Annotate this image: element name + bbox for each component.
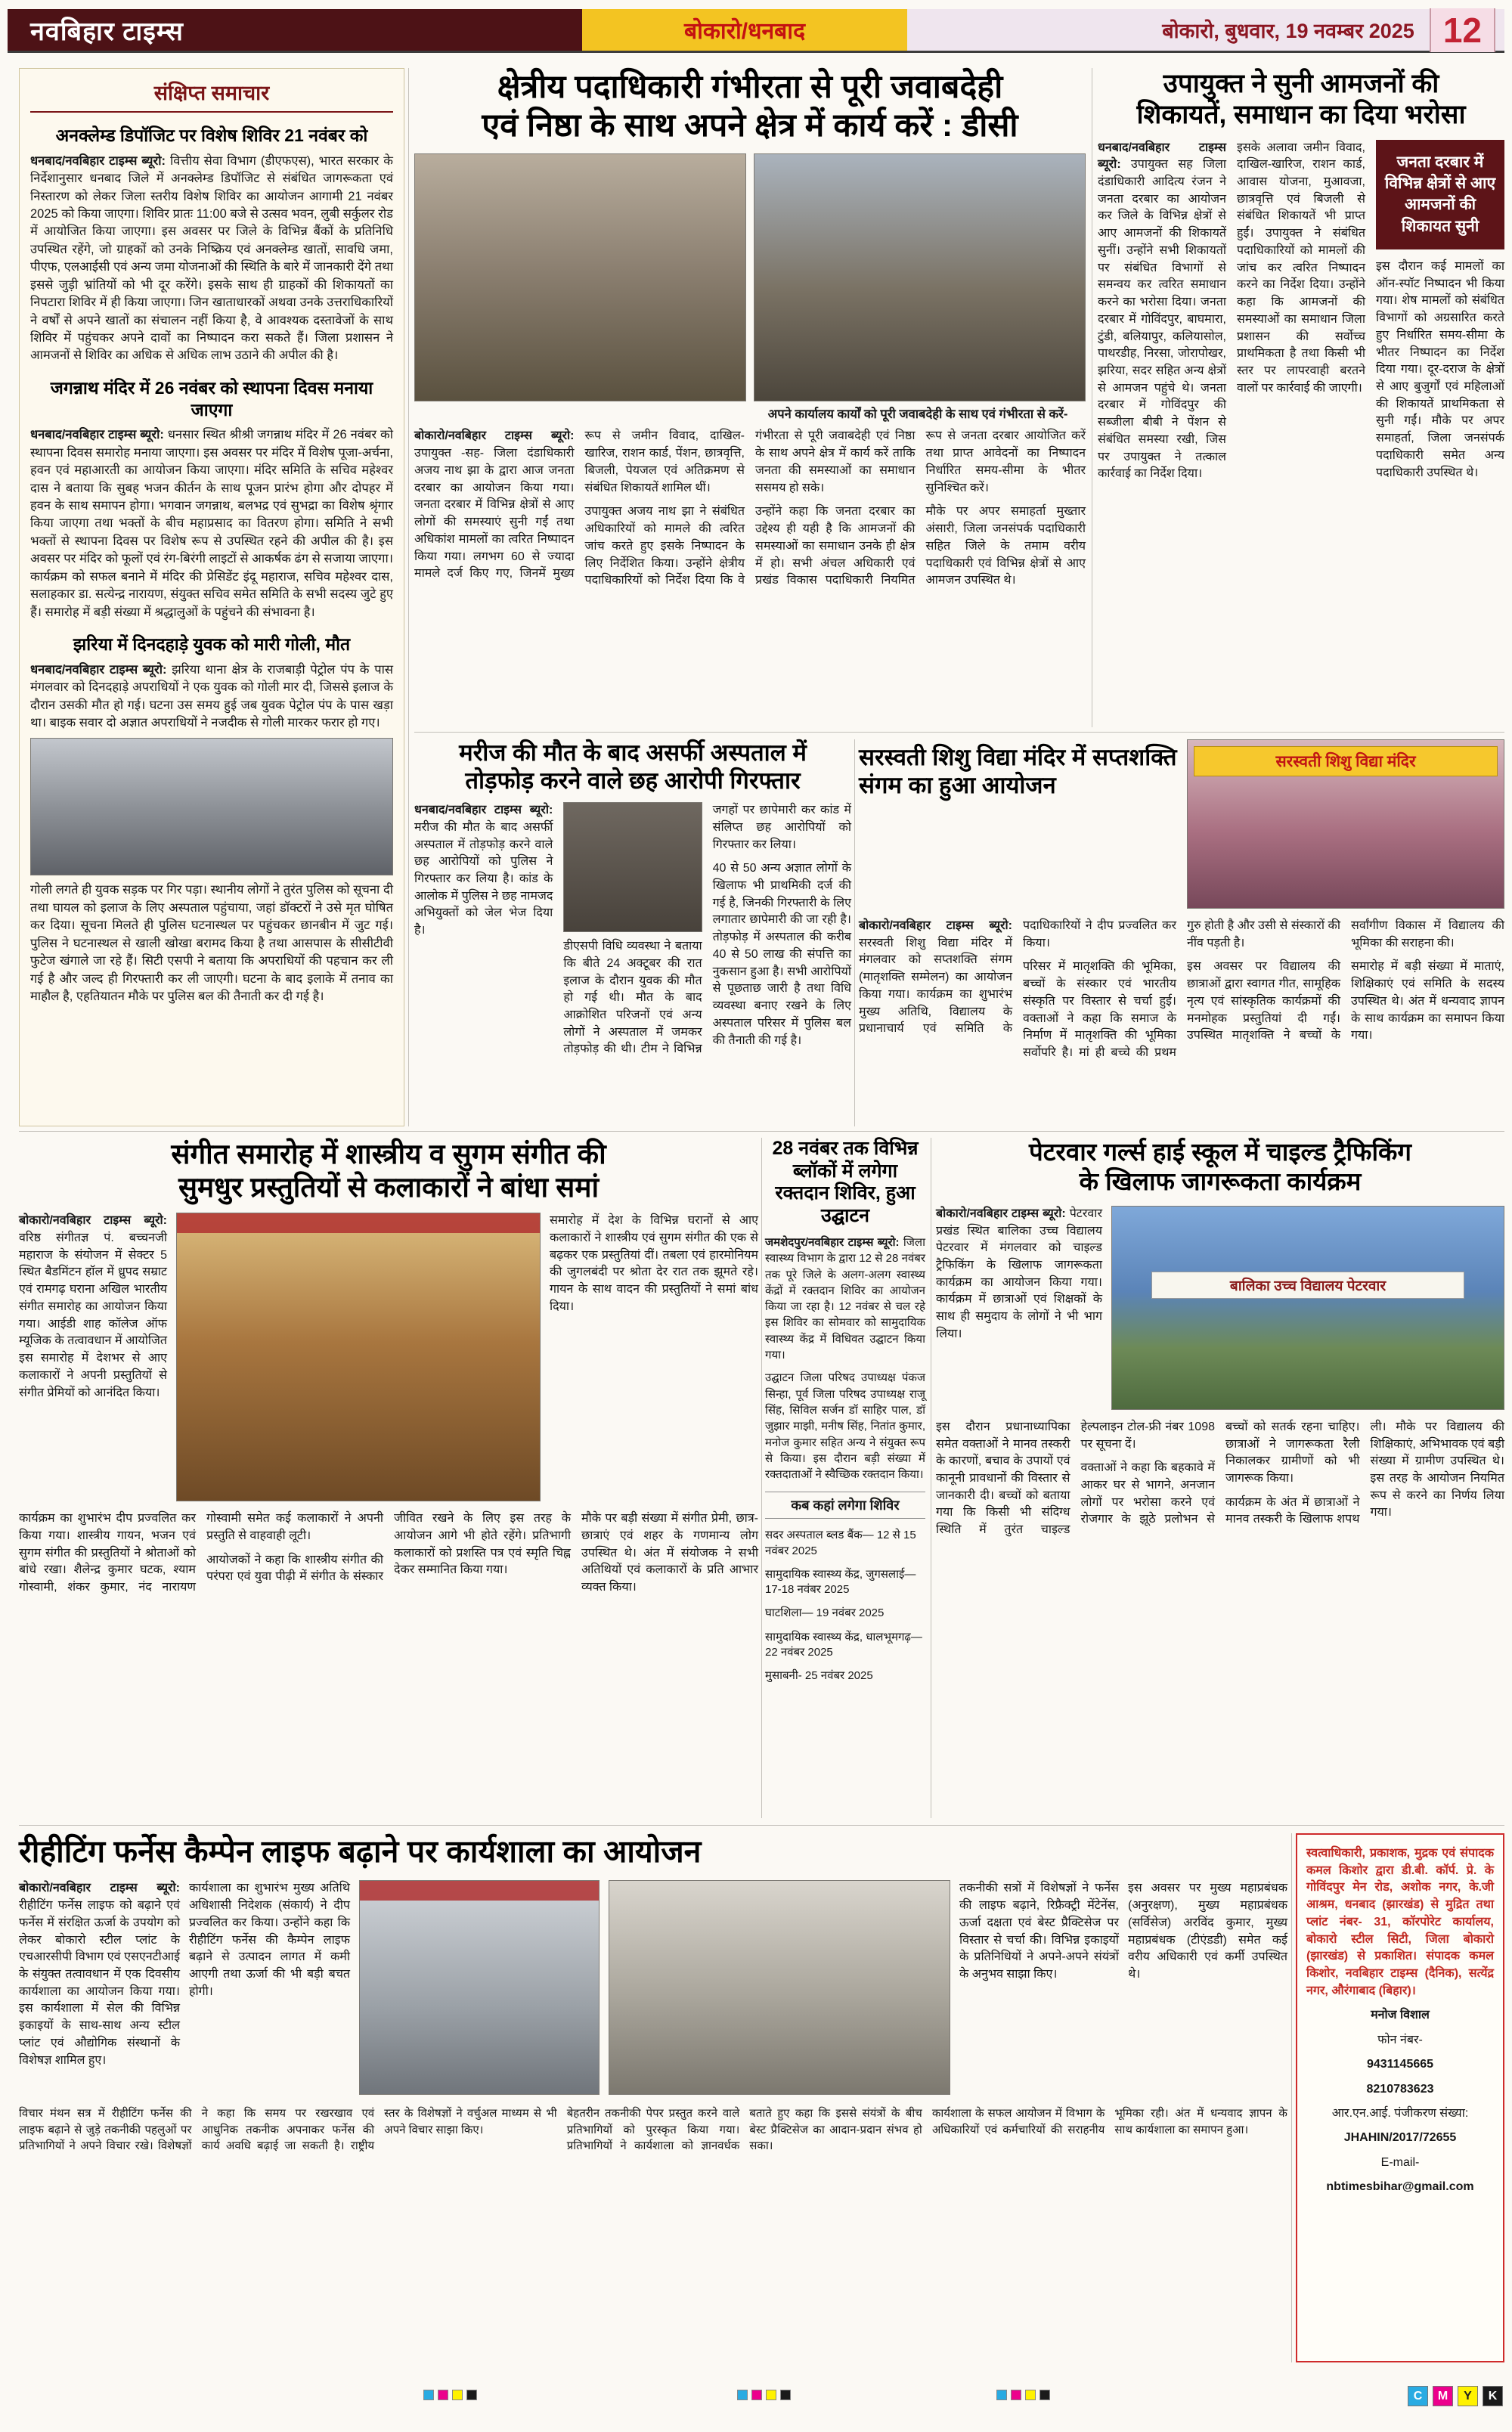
trafficking-bottom-body: [936, 1419, 1504, 1539]
trafficking-paragraph: कार्यक्रम के अंत में छात्राओं ने मानव तस्करी के खिलाफ शपथ ली। मौके पर विद्यालय की शिक्षिकाएं, अभिभावक एवं बड़ी संख्या में ग्रामीण उपस्थित थे। इस तरह के आयोजन नियमित रूप से करने का निर्णय लिया गया।: [1225, 1420, 1504, 1526]
lead-paragraph: उपायुक्त अजय नाथ झा ने संबंधित अधिकारियों को मामले की त्वरित जांच करते हुए इसके निष्पादन के लिए निर्देशित किया। उन्होंने क्षेत्रीय पदाधिकारियों को निर्देश दिया कि वे गंभीरता से पूरी जवाबदेही एवं निष्ठा के साथ अपने क्षेत्र में कार्य करें ताकि जनता की समस्याओं का समाधान ससमय हो सके।: [584, 429, 916, 587]
article-blood-donation: [765, 1138, 925, 1818]
complaints-text: उपायुक्त सह जिला दंडाधिकारी आदित्य रंजन ने जनता दरबार का आयोजन कर जिले के विभिन्न क्षेत्रों से आए आमजनों की शिकायतें सुनीं। उन्होंने सभी शिकायतों पर संबंधित विभागों से समन्वय कर त्वरित समाधान करने का भरोसा दिया। जनता दरबार में गोविंदपुर, बाघमारा, टुंडी, बलियापुर, कलियासोल, पाथरडीह, निरसा, जोरापोखर, झरिया, सदर सहित अन्य क्षेत्रों से आमजन पहुंचे थे। जनता दरबार में गोविंदपुर की सब्जीला बीबी ने पेंशन से संबंधित समस्या रखी, जिस पर उपायुक्त ने तत्काल कार्रवाई का निर्देश दिया।: [1098, 158, 1227, 481]
brief-body: [30, 426, 393, 621]
reg-square-black: [466, 2390, 477, 2400]
reg-square-yellow: [1025, 2390, 1036, 2400]
photo-workshop-hall: [609, 1880, 950, 2095]
saraswati-paragraph: परिसर में मातृशक्ति की भूमिका, बच्चों के संस्कार एवं भारतीय संस्कृति पर विस्तार से चर्चा हुई। वक्ताओं ने कहा कि समाज के निर्माण में मातृशक्ति की भूमिका सर्वोपरि है। मां ही बच्चे की प्रथम गुरु होती है और उसी से संस्कारों की नींव पड़ती है।: [1023, 919, 1340, 1060]
photo-arrested-accused: [563, 802, 702, 932]
complaints-body: [1098, 140, 1504, 483]
brief-text: झरिया थाना क्षेत्र के राजबाड़ी पेट्रोल पंप के पास मंगलवार को दिनदहाड़े अपराधियों ने एक युवक को गोली मार दी, जिससे इलाज के दौरान उसकी मौत हो गई। घटना उस समय हुई जब युवक पेट्रोल पंप के पास खड़ा था। बाइक सवार दो अज्ञात अपराधियों ने नजदीक से गोली मारकर फरार हो गए।: [30, 662, 393, 730]
imprint-email-label: E-mail-: [1380, 2155, 1420, 2169]
saraswati-headline-box: [859, 739, 1178, 909]
blood-schedule-item: सामुदायिक स्वास्थ्य केंद्र, जुगसलाई— 17-18 नवंबर 2025: [765, 1567, 916, 1597]
article-lead-janata-darbar: [414, 68, 1086, 727]
trafficking-headline-line1: पेटरवार गर्ल्स हाई स्कूल में चाइल्ड ट्रैफिकिंग: [1029, 1138, 1411, 1166]
hospital-byline: धनबाद/नवबिहार टाइम्स ब्यूरो:: [414, 804, 553, 817]
music-headline-line2: सुमधुर प्रस्तुतियों से कलाकारों ने बांधा समां: [178, 1171, 600, 1203]
blood-paragraph: उद्घाटन जिला परिषद उपाध्यक्ष पंकज सिन्हा, पूर्व जिला परिषद उपाध्यक्ष राजू सिंह, सिविल सर्जन डॉ साहिर पाल, डॉ जुझार माझी, मनीष सिंह, नितांत कुमार, मनोज कुमार सहित अन्य ने संयुक्त रूप से किया। इस दौरान बड़ी संख्या में रक्तदाताओं ने स्वैच्छिक रक्तदान किया।: [765, 1371, 925, 1482]
lead-byline: बोकारो/नवबिहार टाइम्स ब्यूरो:: [414, 429, 575, 443]
reg-square-magenta: [751, 2390, 762, 2400]
imprint-phone-1: 9431145665: [1366, 2058, 1434, 2071]
registration-marks: [423, 2390, 477, 2400]
furnace-bottom-body: [19, 2105, 1287, 2154]
brief-story: [30, 377, 393, 621]
blood-body: [765, 1235, 925, 1482]
complaints-headline-line2: शिकायतें, समाधान का दिया भरोसा: [1136, 100, 1466, 130]
print-color-chip-black: K: [1483, 2386, 1503, 2406]
complaints-headline-line1: उपायुक्त ने सुनी आमजनों की: [1163, 69, 1439, 98]
masthead: नवबिहार टाइम्स: [8, 9, 582, 51]
hospital-paragraph: 40 से 50 अन्य अज्ञात लोगों के खिलाफ भी प्राथमिकी दर्ज की गई है, जिनकी गिरफ्तारी के लिए लगातार छापेमारी की जा रही है। तोड़फोड़ में अस्पताल की करीब 40 से 50 लाख की संपत्ति का नुकसान हुआ है। सभी आरोपियों से पूछताछ जारी है तथा विधि व्यवस्था बनाए रखने के लिए अस्पताल परिसर में पुलिस बल की तैनाती की गई है।: [712, 862, 851, 1047]
complaints-text: इस दौरान कई मामलों का ऑन-स्पॉट निष्पादन भी किया गया। शेष मामलों को संबंधित विभागों को अग्रसारित करते हुए निर्धारित समय-सीमा के भीतर निष्पादन का निर्देश दिया गया। दूर-दराज के क्षेत्रों से आए बुजुर्गों एवं महिलाओं की शिकायतें प्राथमिकता से सुनी गईं। मौके पर अपर समाहर्ता, जिला जनसंपर्क पदाधिकारी समेत अन्य पदाधिकारी उपस्थित थे।: [1376, 259, 1504, 479]
brief-byline: धनबाद/नवबिहार टाइम्स ब्यूरो:: [30, 153, 166, 168]
brief-byline: धनबाद/नवबिहार टाइम्स ब्यूरो:: [30, 662, 167, 677]
brief-text: वित्तीय सेवा विभाग (डीएफएस), भारत सरकार के निर्देशानुसार धनबाद जिले में अनक्लेम्ड डिपॉजिट से संबंधित जागरूकता एवं निस्तारण को लेकर जिला स्तरीय विशेष शिविर का आयोजन आगामी 21 नवंबर 2025 को किया जाएगा। शिविर प्रातः 11:00 बजे से उत्सव भवन, लुबी सर्कुलर रोड में आयोजित किया जाएगा। इस अवसर पर जिले के विभिन्न बैंकों के प्रतिनिधि उपस्थित रहेंगे, जो ग्राहकों को उनके निष्क्रिय एवं अनक्लेम्ड खातों, सावधि जमा, पीएफ, एलआईसी एवं अन्य जमा योजनाओं की स्थिति के बारे में जानकारी देंगे तथा इससे जुड़ी भ्रांतियों को भी दूर करेंगे। इसके साथ ही ग्राहकों की शिकायतों का निपटारा शिविर में ही किया जाएगा। जिन खाताधारकों अथवा उनके उत्तराधिकारियों ने वर्षों से अपने खातों का संचालन नहीं किया है, वे आवश्यक दस्तावेजों के साथ शिविर में पहुंचकर अपने दावों का निष्पादन करा सकते हैं। जिला प्रशासन ने आमजनों से शिविर का अधिक से अधिक लाभ उठाने की अपील की है।: [30, 153, 393, 363]
dateline: बोकारो, बुधवार, 19 नवम्बर 2025: [1162, 20, 1414, 42]
blood-schedule-item: मुसाबनी- 25 नवंबर 2025: [765, 1669, 873, 1683]
reg-square-yellow: [766, 2390, 776, 2400]
music-bottom-body: [19, 1510, 758, 1597]
photo-janata-darbar-1: [414, 153, 746, 401]
article-hospital-arrests: [414, 739, 851, 1126]
article-saptashakti-sangam: [859, 739, 1504, 1126]
furnace-byline: बोकारो/नवबिहार टाइम्स ब्यूरो:: [19, 1882, 180, 1895]
furnace-col3: तकनीकी सत्रों में विशेषज्ञों ने फर्नेस की लाइफ बढ़ाने, रिफ्रैक्ट्री मेंटेनेंस, ऊर्जा दक्षता एवं बेस्ट प्रैक्टिसेज पर विस्तार से चर्चा की। विभिन्न इकाइयों के प्रतिनिधियों ने अपने-अपने संयंत्रों के अनुभव साझा किए।: [959, 1882, 1119, 1981]
page-header: [8, 9, 1504, 53]
article-child-trafficking-awareness: [936, 1138, 1504, 1818]
registration-marks: [737, 2390, 791, 2400]
hospital-paragraph: [414, 802, 553, 940]
trafficking-text: पेटरवार प्रखंड स्थित बालिका उच्च विद्यालय पेटरवार में मंगलवार को चाइल्ड ट्रैफिकिंग के खिलाफ जागरूकता कार्यक्रम का आयोजन किया गया। कार्यक्रम में छात्राओं एवं शिक्षकों के साथ ही समुदाय के लोगों ने भी भाग लिया।: [936, 1207, 1102, 1340]
music-left-column: [19, 1213, 167, 1501]
reg-square-cyan: [996, 2390, 1007, 2400]
lead-paragraph: उन्होंने कहा कि जनता दरबार का उद्देश्य ही यही है कि आमजनों की समस्याओं का समाधान उनके ही क्षेत्र में हो। सभी अंचल अधिकारी एवं प्रखंड विकास पदाधिकारी नियमित रूप से जनता दरबार आयोजित करें तथा प्राप्त आवेदनों का निष्पादन निर्धारित समय-सीमा के भीतर सुनिश्चित करें।: [755, 429, 1086, 587]
imprint-box: [1296, 1833, 1504, 2362]
furnace-col2: कार्यशाला का शुभारंभ मुख्य अतिथि अधिशासी निदेशक (संकार्य) ने दीप प्रज्वलित कर किया। उन्होंने कहा कि रीहीटिंग फर्नेस की कैम्पेन लाइफ बढ़ाने से उत्पादन लागत में कमी आएगी तथा ऊर्जा की भी बड़ी बचत होगी।: [189, 1882, 350, 1998]
brief-text: गोली लगते ही युवक सड़क पर गिर पड़ा। स्थानीय लोगों ने तुरंत पुलिस को सूचना दी तथा घायल को इलाज के लिए अस्पताल पहुंचाया, जहां डॉक्टरों ने उसे मृत घोषित कर दिया। सूचना मिलते ही पुलिस घटनास्थल पर पहुंचकर छानबीन में जुट गई। पुलिस ने घटनास्थल से खाली खोखा बरामद किया है तथा आसपास के सीसीटीवी फुटेज खंगाले जा रहे हैं। सिटी एसपी ने बताया कि अपराधियों की पहचान कर ली गई है और जल्द ही गिरफ्तारी कर ली जाएगी। घटना के बाद इलाके में तनाव का माहौल है, एहतियातन मौके पर पुलिस बल की तैनाती कर दी गई है।: [30, 883, 393, 1003]
photo-school-awareness: [1111, 1206, 1504, 1410]
print-color-chip-yellow: Y: [1458, 2386, 1478, 2406]
saraswati-byline: बोकारो/नवबिहार टाइम्स ब्यूरो:: [859, 919, 1012, 932]
blood-schedule-item: घाटशिला— 19 नवंबर 2025: [765, 1606, 885, 1620]
saraswati-top-row: [859, 739, 1504, 909]
photo-jharia-crime-scene: [30, 738, 393, 875]
furnace-paragraph: कार्यशाला के सफल आयोजन में विभाग के अधिकारियों एवं कर्मचारियों की सराहनीय भूमिका रही। अंत में धन्यवाद ज्ञापन के साथ कार्यशाला का समापन हुआ।: [931, 2107, 1287, 2136]
furnace-paragraph: विचार मंथन सत्र में रीहीटिंग फर्नेस की लाइफ बढ़ाने से जुड़े तकनीकी पहलुओं पर प्रतिभागियों ने अपने विचार रखे। विशेषज्ञों ने कहा कि समय पर रखरखाव एवं आधुनिक तकनीक अपनाकर फर्नेस की कार्य अवधि बढ़ाई जा सकती है। राष्ट्रीय स्तर के विशेषज्ञों ने वर्चुअल माध्यम से भी अपने विचार साझा किए।: [19, 2107, 557, 2152]
lead-headline-line2: एवं निष्ठा के साथ अपने क्षेत्र में कार्य करें : डीसी: [482, 107, 1018, 144]
saraswati-text: सरस्वती शिशु विद्या मंदिर में मंगलवार को सप्तशक्ति संगम (मातृशक्ति सम्मेलन) का आयोजन किया गया। कार्यक्रम का शुभारंभ मुख्य अतिथि, विद्यालय के प्रधानाचार्य एवं समिति के पदाधिकारियों ने दीप प्रज्वलित कर किया।: [859, 919, 1176, 1036]
print-color-chip-magenta: M: [1433, 2386, 1453, 2406]
imprint-phone-label: फोन नंबर-: [1377, 2033, 1423, 2046]
school-photo-banner: बालिका उच्च विद्यालय पेटरवार: [1151, 1272, 1464, 1299]
complaints-byline: धनबाद/नवबिहार टाइम्स ब्यूरो:: [1098, 141, 1226, 172]
music-middle-row: [19, 1213, 758, 1501]
music-paragraph: आयोजकों ने कहा कि शास्त्रीय संगीत की परंपरा एवं युवा पीढ़ी में संगीत के संस्कार जीवित रखने के लिए इस तरह के आयोजन आगे भी होते रहेंगे। प्रतिभागी कलाकारों को प्रशस्ति पत्र एवं स्मृति चिह्न देकर सम्मानित किया गया।: [206, 1512, 571, 1584]
music-text: वरिष्ठ संगीतज्ञ पं. बच्चनजी महाराज के संयोजन में सेक्टर 5 स्थित बैडमिंटन हॉल में ध्रुपद सम्राट एवं रामगढ़ घराना अखिल भारतीय संगीत समारोह का आयोजन किया गया। आईडी शाह कॉलेज ऑफ म्यूजिक के तत्वावधान में आयोजित इस समारोह में देशभर से आए कलाकारों ने अपनी प्रस्तुतियों से संगीत प्रेमियों को आनंदित किया।: [19, 1231, 167, 1399]
blood-schedule-list: [765, 1528, 925, 1684]
saraswati-body: [859, 918, 1504, 1062]
edition-tag: बोकारो/धनबाद: [582, 9, 907, 51]
lead-text: उपायुक्त -सह- जिला दंडाधिकारी अजय नाथ झा के द्वारा आज जनता दरबार का आयोजन किया गया। जनता दरबार में विभिन्न क्षेत्रों से आए लोगों की समस्याएं सुनी गईं तथा अधिकांश मामलों का त्वरित निष्पादन किया गया। लगभग 60 से ज्यादा मामले दर्ज किए गए, जिनमें मुख्य रूप से जमीन विवाद, दाखिल-खारिज, राशन कार्ड, पेंशन, छात्रवृत्ति, बिजली, पेयजल एवं अतिक्रमण से संबंधित शिकायतें शामिल थीं।: [414, 429, 745, 581]
imprint-rni-label: आर.एन.आई. पंजीकरण संख्या:: [1331, 2107, 1469, 2121]
photo-music-samaroh: [176, 1213, 541, 1501]
reg-square-black: [780, 2390, 791, 2400]
article-complaints: [1098, 68, 1504, 727]
furnace-col4: इस अवसर पर मुख्य महाप्रबंधक (अनुरक्षण), मुख्य महाप्रबंधक (सर्विसेज) अरविंद कुमार, मुख्य महाप्रबंधक (टीएंडडी) समेत कई वरीय अधिकारी एवं कर्मी उपस्थित थे।: [1128, 1882, 1287, 1981]
imprint-statement: स्वत्वाधिकारी, प्रकाशक, मुद्रक एवं संपादक कमल किशोर द्वारा डी.बी. कॉर्प. प्रे. के गोविंदपुर मेन रोड, अशोक नगर, के.जी आश्रम, धनबाद (झारखंड) से मुद्रित तथा प्लांट नंबर- 31, कॉरपोरेट कार्यालय, बोकारो स्टील सिटी, जिला बोकारो (झारखंड) से प्रकाशित। संपादक कमल किशोर, नवबिहार टाइम्स (दैनिक), सत्येंद्र नगर, औरंगाबाद (बिहार)।: [1306, 1847, 1494, 1997]
brief-story: [30, 125, 393, 365]
saraswati-paragraph: समारोह में बड़ी संख्या में माताएं, शिक्षिकाएं एवं समिति के सदस्य उपस्थित थे। अंत में धन्यवाद ज्ञापन के साथ कार्यक्रम का समापन किया गया।: [1351, 960, 1504, 1043]
divider: [761, 1138, 762, 1818]
lead-body: [414, 428, 1086, 589]
brief-body: [30, 153, 393, 365]
divider: [19, 1825, 1504, 1826]
brief-headline: जगन्नाथ मंदिर में 26 नवंबर को स्थापना दिवस मनाया जाएगा: [50, 377, 373, 420]
music-paragraph: कार्यक्रम का शुभारंभ दीप प्रज्वलित कर किया गया। शास्त्रीय गायन, भजन एवं सुगम संगीत की प्रस्तुतियों ने श्रोताओं को बांधे रखा। शैलेन्द्र कुमार घटक, श्याम गोस्वामी, शंकर कुमार, नंद नारायण गोस्वामी समेत कई कलाकारों ने अपनी प्रस्तुति से वाहवाही लूटी।: [19, 1512, 383, 1594]
saraswati-headline-line2: संगम का हुआ आयोजन: [859, 771, 1056, 798]
music-photo-banner-strip: [177, 1213, 540, 1233]
workshop-backdrop-strip: [360, 1881, 599, 1901]
imprint-phone-2: 8210783623: [1366, 2082, 1434, 2096]
blood-schedule-item: सामुदायिक स्वास्थ्य केंद्र, धालभूमगढ़— 22 नवंबर 2025: [765, 1630, 922, 1659]
saraswati-headline-line1: सरस्वती शिशु विद्या मंदिर में सप्तशक्ति: [859, 744, 1177, 770]
brief-byline: धनबाद/नवबिहार टाइम्स ब्यूरो:: [30, 428, 164, 442]
divider: [854, 739, 855, 1126]
hospital-headline-line1: मरीज की मौत के बाद असर्फी अस्पताल में: [459, 739, 807, 766]
music-byline: बोकारो/नवबिहार टाइम्स ब्यूरो:: [19, 1214, 167, 1228]
brief-headline: अनक्लेम्ड डिपॉजिट पर विशेष शिविर 21 नवंबर को: [55, 125, 368, 145]
trafficking-top-row: [936, 1206, 1504, 1410]
lead-photos: [414, 153, 1086, 401]
article-music-samaroh: [19, 1138, 758, 1818]
furnace-col1: [19, 1880, 180, 2095]
trafficking-paragraph: इस दौरान प्रधानाध्यापिका समेत वक्ताओं ने मानव तस्करी के कारणों, बचाव के उपायों एवं कानूनी प्रावधानों की विस्तार से जानकारी दी। बच्चों को बताया गया कि किसी भी संदिग्ध स्थिति में तुरंत चाइल्ड हेल्पलाइन टोल-फ्री नंबर 1098 पर सूचना दें।: [936, 1420, 1215, 1537]
music-right-column: समारोह में देश के विभिन्न घरानों से आए कलाकारों ने शास्त्रीय एवं सुगम संगीत की एक से बढ़कर एक प्रस्तुतियां दीं। तबला एवं हारमोनियम की जुगलबंदी पर श्रोता देर रात तक झूमते रहे। गायन के साथ वादन की प्रस्तुतियों ने समां बांध दिया।: [550, 1214, 758, 1313]
music-paragraph: मौके पर बड़ी संख्या में संगीत प्रेमी, छात्र-छात्राएं एवं शहर के गणमान्य लोग उपस्थित थे। अंत में संयोजक ने सभी अतिथियों एवं कलाकारों के प्रति आभार व्यक्त किया।: [581, 1512, 758, 1594]
divider: [19, 1131, 1504, 1132]
imprint-manager-name: मनोज विशाल: [1371, 2009, 1430, 2022]
lead-headline-line1: क्षेत्रीय पदाधिकारी गंभीरता से पूरी जवाबदेही: [497, 69, 1003, 105]
brief-text: धनसार स्थित श्रीश्री जगन्नाथ मंदिर में 26 नवंबर को स्थापना दिवस समारोह मनाया जाएगा। इस अवसर पर मंदिर में विशेष पूजा-अर्चना, हवन एवं महाआरती का आयोजन किया जाएगा। मंदिर समिति के सचिव महेश्वर दास ने बताया कि सुबह भजन कीर्तन के साथ पूजन प्रारंभ होगा और दोपहर में हवन के साथ समापन होगा। भगवान जगन्नाथ, बलभद्र एवं सुभद्रा का विशेष श्रृंगार किया जाएगा तथा भक्तों के बीच महाप्रसाद का वितरण होगा। समिति ने सभी भक्तों से स्थापना दिवस पर विशेष रूप से उपस्थित रहने की अपील की है। इस अवसर पर मंदिर को फूलों एवं रंग-बिरंगी लाइटों से आकर्षक ढंग से सजाया जाएगा। कार्यक्रम को सफल बनाने में मंदिर की प्रेसिडेंट इंदू महाराज, सचिव महेश्वर दास, सलाहकार डा. सत्येन्द्र नारायण, संयुक्त सचिव समेत समिति के सभी सदस्य जुटे हुए हैं। समारोह में बड़ी संख्या में श्रद्धालुओं के पहुंचने की संभावना है।: [30, 428, 393, 619]
hospital-paragraph: डीएसपी विधि व्यवस्था ने बताया कि बीते 24 अक्टूबर की रात इलाज के दौरान युवक की मौत हो गई थी। मौत के बाद आक्रोशित परिजनों एवं अन्य लोगों ने अस्पताल में जमकर तोड़फोड़ की थी। टीम ने विभिन्न जगहों पर छापेमारी कर कांड में संलिप्त छह आरोपियों को गिरफ्तार कर लिया।: [563, 804, 851, 1056]
reg-square-cyan: [737, 2390, 748, 2400]
trafficking-paragraph: वक्ताओं ने कहा कि बहकावे में आकर घर से भागने, अनजान लोगों पर भरोसा करने एवं रोजगार के झूठे प्रलोभन से बच्चों को सतर्क रहना चाहिए। छात्राओं ने जागरूकता रैली निकालकर ग्रामीणों को भी जागरूक किया।: [1080, 1420, 1360, 1526]
blood-schedule-item: सदर अस्पताल ब्लड बैंक— 12 से 15 नवंबर 2025: [765, 1529, 916, 1557]
trafficking-intro-column: [936, 1206, 1102, 1410]
furnace-text: रीहीटिंग फर्नेस लाइफ को बढ़ाने एवं फर्नेस में संरक्षित ऊर्जा के उपयोग को लेकर बोकारो स्टील प्लांट के एचआरसीपी विभाग एवं एसएनटीआई के संयुक्त तत्वावधान में एक दिवसीय कार्यशाला का आयोजन किया गया। इस कार्यशाला में सेल की विभिन्न इकाइयों के साथ-साथ अन्य स्टील प्लांट एवं औद्योगिक संस्थानों के विशेषज्ञ शामिल हुए।: [19, 1899, 180, 2067]
divider: [414, 732, 1504, 733]
blood-schedule-subhead: कब कहां लगेगा शिविर: [765, 1492, 925, 1519]
reg-square-magenta: [1011, 2390, 1021, 2400]
complaints-col3: [1376, 140, 1504, 483]
blood-paragraph: [765, 1235, 925, 1363]
brief-story: [30, 634, 393, 1005]
blood-text: जिला स्वास्थ्य विभाग के द्वारा 12 से 28 नवंबर तक पूरे जिले के अलग-अलग स्वास्थ्य केंद्रों में रक्तदान शिविर का आयोजन किया जा रहा है। 12 नवंबर से चल रहे इस शिविर का सोमवार को सामुदायिक स्वास्थ्य केंद्र में विधिवत उद्घाटन किया गया।: [765, 1236, 925, 1362]
complaints-inset-box: जनता दरबार में विभिन्न क्षेत्रों से आए आमजनों की शिकायत सुनी: [1376, 140, 1504, 249]
lead-photo-caption: अपने कार्यालय कार्यों को पूरी जवाबदेही के साथ एवं गंभीरता से करें-: [767, 407, 1068, 422]
trafficking-byline: बोकारो/नवबिहार टाइम्स ब्यूरो:: [936, 1207, 1066, 1220]
lead-paragraph: मौके पर अपर समाहर्ता मुख्तार अंसारी, जिला जनसंपर्क पदाधिकारी सहित जिले के तमाम वरीय पदाधिकारी एवं विभिन्न क्षेत्रों से आए आमजन उपस्थित थे।: [925, 505, 1086, 587]
saraswati-photo-banner: सरस्वती शिशु विद्या मंदिर: [1194, 746, 1498, 776]
saraswati-paragraph: इस अवसर पर विद्यालय की छात्राओं द्वारा स्वागत गीत, सामूहिक नृत्य एवं सांस्कृतिक कार्यक्रमों की मनमोहक प्रस्तुतियां दी गईं। उपस्थित मातृशक्ति ने बच्चों के सर्वांगीण विकास में विद्यालय की भूमिका की सराहना की।: [1187, 919, 1504, 1043]
page-number: 12: [1430, 8, 1495, 52]
hospital-body: [414, 802, 851, 1058]
reg-square-cyan: [423, 2390, 434, 2400]
furnace-paragraph: बेहतरीन तकनीकी पेपर प्रस्तुत करने वाले प्रतिभागियों को पुरस्कृत किया गया। प्रतिभागियों ने कार्यशाला को ज्ञानवर्धक बताते हुए कहा कि इससे संयंत्रों के बीच बेस्ट प्रैक्टिसेज का आदान-प्रदान संभव हो सका।: [566, 2107, 922, 2152]
hospital-headline-line2: तोड़फोड़ करने वाले छह आरोपी गिरफ्तार: [465, 767, 801, 794]
reg-square-magenta: [438, 2390, 448, 2400]
furnace-top-row: [19, 1880, 1287, 2095]
brief-body: [30, 661, 393, 733]
registration-marks: [996, 2390, 1050, 2400]
blood-headline: 28 नवंबर तक विभिन्न ब्लॉकों में लगेगा रक्तदान शिविर, हुआ उद्घाटन: [772, 1138, 919, 1226]
divider: [1291, 1833, 1292, 2362]
complaints-col2: इसके अलावा जमीन विवाद, दाखिल-खारिज, राशन कार्ड, आवास योजना, मुआवजा, छात्रवृत्ति एवं बिजली से संबंधित शिकायतें भी प्राप्त हुईं। उपायुक्त ने संबंधित पदाधिकारियों को मामलों की जांच कर त्वरित निष्पादन करने का निर्देश दिया। उन्होंने कहा कि आमजनों की समस्याओं का समाधान जिला प्रशासन की सर्वोच्च प्राथमिकता है तथा किसी भी स्तर पर लापरवाही बरतने वालों पर कार्रवाई की जाएगी।: [1237, 141, 1365, 395]
photo-workshop-award: [359, 1880, 600, 2095]
furnace-headline: रीहीटिंग फर्नेस कैम्पेन लाइफ बढ़ाने पर कार्यशाला का आयोजन: [19, 1834, 702, 1869]
hospital-text: मरीज की मौत के बाद असर्फी अस्पताल में तोड़फोड़ करने वाले छह आरोपियों को पुलिस ने गिरफ्तार कर लिया है। कांड के आलोक में पुलिस ने छह नामजद अभियुक्तों को जेल भेज दिया है।: [414, 820, 553, 937]
blood-byline: जमशेदपुर/नवबिहार टाइम्स ब्यूरो:: [765, 1236, 900, 1249]
imprint-rni-number: JHAHIN/2017/72655: [1343, 2131, 1457, 2145]
music-headline-line1: संगीत समारोह में शास्त्रीय व सुगम संगीत की: [171, 1139, 606, 1170]
trafficking-headline-line2: के खिलाफ जागरूकता कार्यक्रम: [1079, 1166, 1362, 1195]
reg-square-yellow: [452, 2390, 463, 2400]
briefs-title: संक्षिप्त समाचार: [30, 78, 393, 113]
briefs-column: [19, 68, 404, 1126]
imprint-email: nbtimesbihar@gmail.com: [1326, 2180, 1474, 2194]
print-color-chip-cyan: C: [1408, 2386, 1428, 2406]
reg-square-black: [1040, 2390, 1050, 2400]
cmyk-color-chips: [1408, 2386, 1503, 2406]
divider: [408, 68, 409, 1126]
complaints-col1: [1098, 140, 1226, 483]
photo-janata-darbar-2: [754, 153, 1086, 401]
brief-headline: झरिया में दिनदहाड़े युवक को मारी गोली, मौत: [73, 634, 351, 654]
photo-saptashakti-sangam: [1187, 739, 1504, 909]
article-furnace-workshop: [19, 1833, 1287, 2362]
dateline-area: [907, 9, 1504, 51]
